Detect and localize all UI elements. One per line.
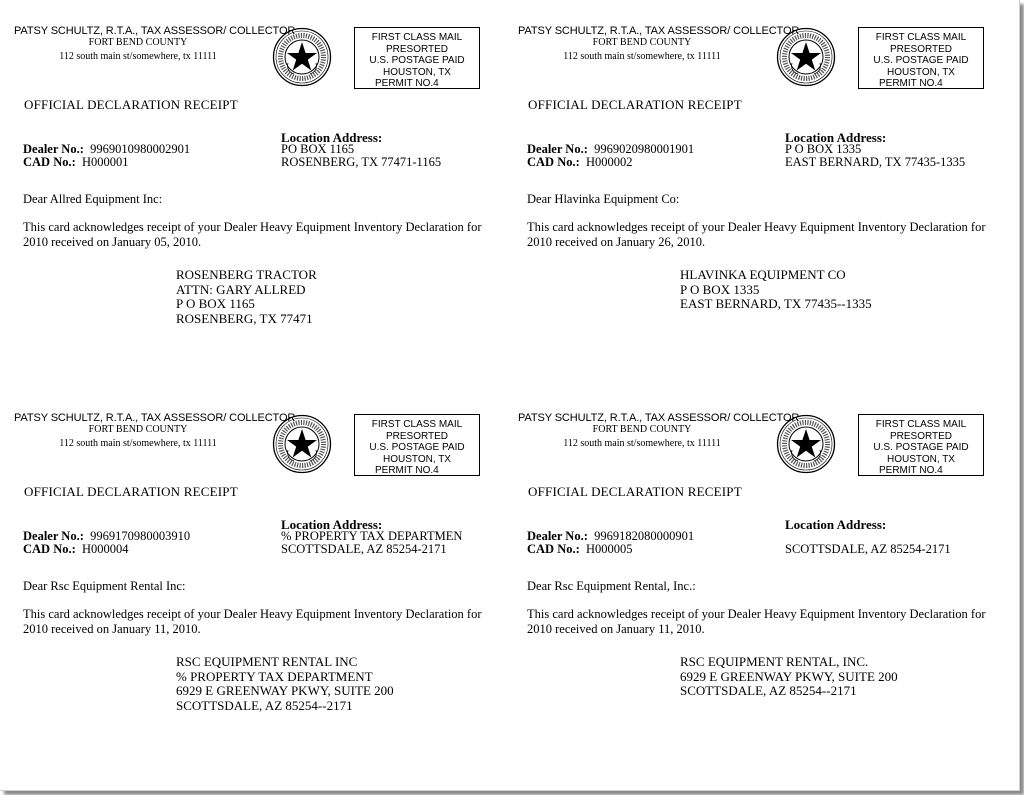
dealer-value: 9969182080000901 <box>594 529 695 543</box>
mail-line: 6929 E GREENWAY PKWY, SUITE 200 <box>680 668 898 684</box>
assessor-address: 112 south main st/somewhere, tx 11111 <box>563 51 721 62</box>
postage-line: FIRST CLASS MAIL <box>875 32 967 43</box>
mail-line: HLAVINKA EQUIPMENT CO <box>680 267 846 282</box>
mail-line: 6929 E GREENWAY PKWY, SUITE 200 <box>176 683 394 698</box>
mail-line: EAST BERNARD, TX 77435--1335 <box>680 296 872 311</box>
receipt-card <box>0 387 500 767</box>
location-label: Location Address: <box>281 130 383 145</box>
mail-line: % PROPERTY TAX DEPARTMENT <box>176 668 373 684</box>
mail-line: SCOTTSDALE, AZ 85254--2171 <box>176 697 353 713</box>
assessor-address: 112 south main st/somewhere, tx 11111 <box>59 438 217 449</box>
body-text: 2010 received on January 11, 2010. <box>23 622 201 636</box>
postage-line: PRESORTED <box>385 43 449 55</box>
county-name: FORT BEND COUNTY <box>88 37 188 48</box>
county-name: FORT BEND COUNTY <box>592 37 692 48</box>
postage-permit-box <box>858 27 984 89</box>
receipt-title: OFFICIAL DECLARATION RECEIPT <box>528 484 742 499</box>
county-seal-icon <box>776 414 836 474</box>
mail-line: RSC EQUIPMENT RENTAL, INC. <box>680 654 869 669</box>
location-line: EAST BERNARD, TX 77435-1335 <box>785 155 966 169</box>
postage-line: FIRST CLASS MAIL <box>371 419 463 430</box>
county-name: FORT BEND COUNTY <box>592 424 692 435</box>
mail-line: P O BOX 1165 <box>176 296 255 311</box>
mail-line: SCOTTSDALE, AZ 85254--2171 <box>680 683 857 698</box>
county-name: FORT BEND COUNTY <box>88 424 188 435</box>
location-label: Location Address: <box>785 130 887 145</box>
cad-number <box>527 542 633 557</box>
mail-line: ATTN: GARY ALLRED <box>176 281 306 297</box>
cad-value: H000004 <box>82 542 129 556</box>
mailing-address <box>680 655 898 699</box>
salutation: Dear Allred Equipment Inc: <box>23 192 163 206</box>
receipt-card <box>0 0 500 380</box>
location-line: SCOTTSDALE, AZ 85254-2171 <box>281 542 447 556</box>
mail-line: P O BOX 1335 <box>680 281 760 297</box>
mail-line: RSC EQUIPMENT RENTAL INC <box>176 654 358 669</box>
receipt-card <box>504 0 1004 380</box>
postage-line: HOUSTON, TX <box>887 453 955 465</box>
assessor-name: PATSY SCHULTZ, R.T.A., TAX ASSESSOR/ COLLECTOR <box>14 412 296 424</box>
cad-label: CAD No.: <box>527 542 580 556</box>
body-text: This card acknowledges receipt of your Dealer Heavy Equipment Inventory Declaration for <box>23 607 482 621</box>
postage-line: U.S. POSTAGE PAID <box>873 442 969 454</box>
dealer-label: Dealer No.: <box>23 142 84 156</box>
postage-line: PERMIT NO.4 <box>879 465 943 477</box>
postage-permit-box <box>858 414 984 476</box>
postage-line: PRESORTED <box>889 43 953 55</box>
dealer-label: Dealer No.: <box>23 529 84 543</box>
postage-line: U.S. POSTAGE PAID <box>873 55 969 67</box>
postage-line: PRESORTED <box>889 430 953 442</box>
county-seal-icon <box>776 27 836 87</box>
postage-line: PERMIT NO.4 <box>879 78 943 90</box>
postage-line: U.S. POSTAGE PAID <box>369 442 465 454</box>
body-text: This card acknowledges receipt of your Dealer Heavy Equipment Inventory Declaration for <box>527 220 986 234</box>
dealer-value: 9969170980003910 <box>90 529 191 543</box>
dealer-label: Dealer No.: <box>527 529 588 543</box>
postage-permit-box <box>354 414 480 476</box>
postage-line: PRESORTED <box>385 430 449 442</box>
postage-line: HOUSTON, TX <box>383 66 451 78</box>
receipt-card <box>504 387 1004 767</box>
cad-number <box>23 155 129 170</box>
mailing-address <box>176 268 317 326</box>
postage-line: PERMIT NO.4 <box>375 78 439 90</box>
salutation: Dear Rsc Equipment Rental, Inc.: <box>527 579 696 593</box>
postage-line: FIRST CLASS MAIL <box>875 419 967 430</box>
dealer-value: 9969010980002901 <box>90 142 191 156</box>
postage-line: HOUSTON, TX <box>383 453 451 465</box>
postage-line: FIRST CLASS MAIL <box>371 32 463 43</box>
postage-line: HOUSTON, TX <box>887 66 955 78</box>
salutation: Dear Hlavinka Equipment Co: <box>527 192 680 206</box>
receipt-title: OFFICIAL DECLARATION RECEIPT <box>24 97 238 112</box>
receipt-title: OFFICIAL DECLARATION RECEIPT <box>24 484 238 499</box>
location-line: % PROPERTY TAX DEPARTMEN <box>281 529 463 543</box>
assessor-name: PATSY SCHULTZ, R.T.A., TAX ASSESSOR/ COLLECTOR <box>518 25 800 37</box>
receipt-title: OFFICIAL DECLARATION RECEIPT <box>528 97 742 112</box>
salutation: Dear Rsc Equipment Rental Inc: <box>23 579 186 593</box>
cad-label: CAD No.: <box>527 155 580 169</box>
postage-line: U.S. POSTAGE PAID <box>369 55 465 67</box>
mail-line: ROSENBERG, TX 77471 <box>176 310 313 326</box>
cad-number <box>23 542 129 557</box>
county-seal-icon <box>272 27 332 87</box>
dealer-value: 9969020980001901 <box>594 142 695 156</box>
mail-line: ROSENBERG TRACTOR <box>176 267 317 282</box>
assessor-name: PATSY SCHULTZ, R.T.A., TAX ASSESSOR/ COLLECTOR <box>14 25 296 37</box>
body-text: 2010 received on January 05, 2010. <box>23 235 202 249</box>
location-label: Location Address: <box>281 517 383 532</box>
body-text: 2010 received on January 26, 2010. <box>527 235 706 249</box>
cad-number <box>527 155 633 170</box>
assessor-name: PATSY SCHULTZ, R.T.A., TAX ASSESSOR/ COLLECTOR <box>518 412 800 424</box>
body-text: 2010 received on January 11, 2010. <box>527 622 705 636</box>
cad-value: H000005 <box>586 542 633 556</box>
location-line: PO BOX 1165 <box>281 142 355 156</box>
location-line: ROSENBERG, TX 77471-1165 <box>281 155 442 169</box>
body-text: This card acknowledges receipt of your Dealer Heavy Equipment Inventory Declaration for <box>23 220 482 234</box>
cad-label: CAD No.: <box>23 155 76 169</box>
cad-label: CAD No.: <box>23 542 76 556</box>
location-label: Location Address: <box>785 517 887 532</box>
cad-value: H000002 <box>586 155 633 169</box>
county-seal-icon <box>272 414 332 474</box>
dealer-label: Dealer No.: <box>527 142 588 156</box>
location-line: SCOTTSDALE, AZ 85254-2171 <box>785 542 951 556</box>
mailing-address <box>176 655 394 713</box>
postage-permit-box <box>354 27 480 89</box>
assessor-address: 112 south main st/somewhere, tx 11111 <box>59 51 217 62</box>
mailing-address <box>680 268 872 312</box>
body-text: This card acknowledges receipt of your Dealer Heavy Equipment Inventory Declaration for <box>527 607 986 621</box>
assessor-address: 112 south main st/somewhere, tx 11111 <box>563 438 721 449</box>
location-line: P O BOX 1335 <box>785 142 862 156</box>
cad-value: H000001 <box>82 155 129 169</box>
postage-line: PERMIT NO.4 <box>375 465 439 477</box>
